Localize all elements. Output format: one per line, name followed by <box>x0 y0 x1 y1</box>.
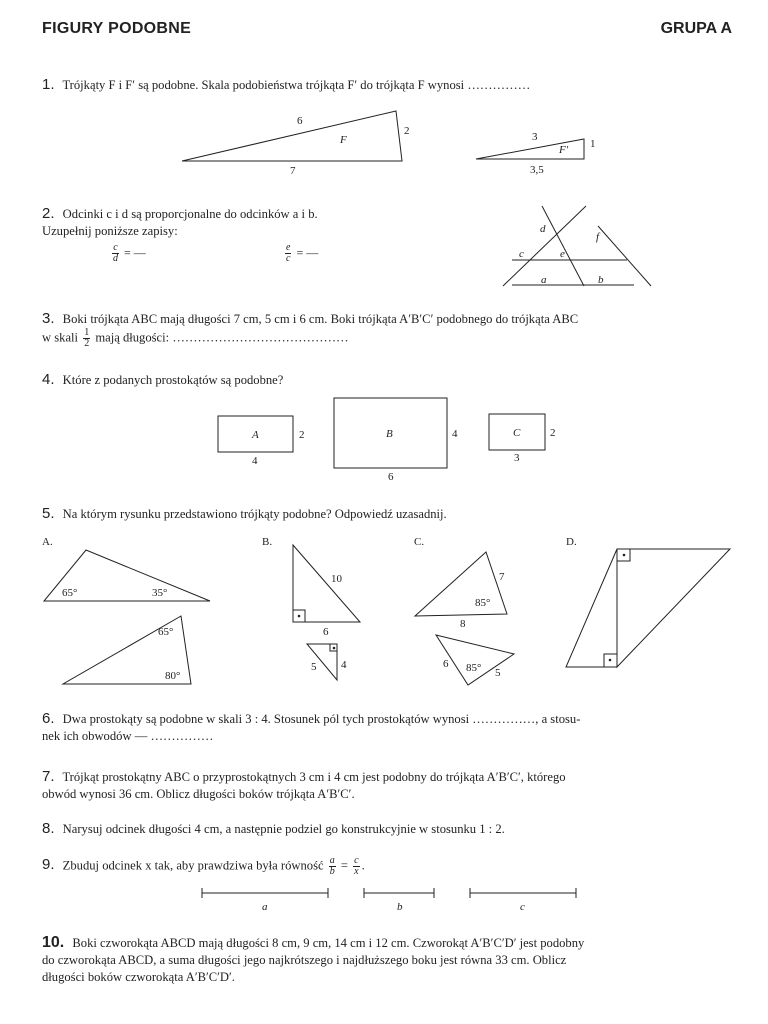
rectangle-C-side: 2 <box>550 427 556 439</box>
option-A-angle: 80° <box>165 670 181 682</box>
question-text-cont: , a stosu- <box>535 712 581 726</box>
question-number: 1. <box>42 76 55 93</box>
answer-blank-2: …………… <box>150 729 214 743</box>
triangle-F-prime-side-bottom: 3,5 <box>530 164 544 176</box>
label-a: a <box>541 274 547 286</box>
answer-blank: …………………………………… <box>172 330 349 345</box>
fraction-numerator: e <box>286 242 291 253</box>
segment-a-label: a <box>262 901 268 913</box>
segment-b-label: b <box>397 901 403 913</box>
fraction-denominator: b <box>329 866 335 877</box>
option-C-triangle-top <box>415 552 507 616</box>
fraction-numerator: c <box>354 855 359 866</box>
rectangle-A-bottom: 4 <box>252 455 258 467</box>
rectangle-C-label: C <box>513 427 521 439</box>
rectangle-C-bottom: 3 <box>514 452 520 464</box>
label-d: d <box>540 223 546 235</box>
question-text: Na którym rysunku przedstawiono trójkąty podobne? Odpowiedź uzasadnij. <box>62 507 447 521</box>
rectangle-B-label: B <box>386 428 393 440</box>
question-number: 4. <box>42 371 55 388</box>
option-A-angle: 65° <box>62 587 78 599</box>
segment-c <box>470 888 576 898</box>
fraction-numerator: c <box>113 242 118 253</box>
option-B-letter: B. <box>262 536 273 548</box>
segment-a <box>202 888 328 898</box>
fraction-denominator: d <box>113 253 118 264</box>
group-label: GRUPA A <box>660 20 732 37</box>
question-text-line2-post: mają długości: <box>95 330 170 345</box>
fraction-rest: = — <box>124 245 146 260</box>
triangle-F-prime-side-top: 3 <box>532 131 538 143</box>
triangle-F <box>182 111 402 161</box>
equals-sign: = <box>340 858 348 873</box>
option-A-angle: 65° <box>158 626 174 638</box>
question-text-line2: w skali <box>42 330 79 345</box>
question-number: 8. <box>42 820 55 837</box>
page-title: FIGURY PODOBNE <box>42 20 192 37</box>
question-number: 3. <box>42 310 55 327</box>
question-text-line3: długości boków czworokąta A′B′C′D′. <box>42 970 235 984</box>
label-e: e <box>560 248 565 260</box>
option-B-side: 6 <box>323 626 329 638</box>
question-number: 5. <box>42 505 55 522</box>
question-number: 7. <box>42 768 55 785</box>
rectangle-A-label: A <box>252 429 259 441</box>
scale-numerator: 1 <box>84 327 90 338</box>
option-D-triangle-tall <box>617 549 730 667</box>
question-text: Zbuduj odcinek x tak, aby prawdziwa była równość <box>62 858 324 873</box>
option-B-side: 4 <box>341 659 347 671</box>
triangle-F-side-top: 6 <box>297 115 303 127</box>
triangle-F-prime-side-right: 1 <box>590 138 596 150</box>
option-D-letter: D. <box>566 536 577 548</box>
triangle-F-side-bottom: 7 <box>290 165 296 177</box>
question-text: Odcinki c i d są proporcjonalne do odcinków a i b. <box>62 207 318 221</box>
rectangle-B-bottom: 6 <box>388 471 394 483</box>
question-text: Które z podanych prostokątów są podobne? <box>62 373 284 387</box>
question-text-line2: nek ich obwodów — <box>42 729 148 743</box>
option-C-angle: 85° <box>475 597 491 609</box>
question-number: 9. <box>42 856 55 874</box>
question-text: Dwa prostokąty są podobne w skali 3 : 4. Stosunek pól tych prostokątów wynosi <box>62 712 470 726</box>
triangle-F-side-right: 2 <box>404 125 410 137</box>
question-number: 2. <box>42 205 55 222</box>
segment-c-label: c <box>520 901 525 913</box>
question-text-line2: obwód wynosi 36 cm. Oblicz długości boków trójkąta A′B′C′. <box>42 787 355 801</box>
question-text: Boki czworokąta ABCD mają długości 8 cm, 9 cm, 14 cm i 12 cm. Czworokąt A′B′C′D′ jest podobny <box>72 936 585 950</box>
option-B-side: 5 <box>311 661 317 673</box>
option-C-side: 8 <box>460 618 466 630</box>
question-text-line2: do czworokąta ABCD, a suma długości jego najkrótszego i najdłuższego boku jest równa 33 cm. Oblicz <box>42 953 567 967</box>
question-number: 6. <box>42 710 55 727</box>
answer-blank-1: …………… <box>472 712 536 726</box>
option-B-side: 10 <box>331 573 342 585</box>
question-text-line2: Uzupełnij poniższe zapisy: <box>42 224 178 238</box>
option-C-side: 6 <box>443 658 449 670</box>
proportional-segments-figure <box>503 206 651 286</box>
period: . <box>361 858 365 873</box>
answer-blank: …………… <box>467 78 531 92</box>
fraction-denominator: x <box>354 866 359 877</box>
rectangle-A-side: 2 <box>299 429 305 441</box>
option-A-letter: A. <box>42 536 53 548</box>
fraction-rest: = — <box>296 245 319 260</box>
fraction-numerator: a <box>329 855 335 866</box>
option-C-side: 7 <box>499 571 505 583</box>
label-c: c <box>519 248 524 260</box>
question-text: Narysuj odcinek długości 4 cm, a następnie podziel go konstrukcyjnie w stosunku 1 : 2. <box>62 822 505 836</box>
scale-denominator: 2 <box>84 338 90 349</box>
question-text: Trójkąt prostokątny ABC o przyprostokątnych 3 cm i 4 cm jest podobny do trójkąta A′B′C′, którego <box>62 770 566 784</box>
triangle-F-prime-label: F′ <box>559 144 569 156</box>
option-A-angle: 35° <box>152 587 168 599</box>
rectangle-B-side: 4 <box>452 428 458 440</box>
option-C-letter: C. <box>414 536 425 548</box>
fraction-denominator: c <box>286 253 291 264</box>
option-C-angle: 85° <box>466 662 482 674</box>
label-f: f <box>596 231 600 243</box>
triangle-F-label: F <box>340 134 347 146</box>
question-number: 10. <box>42 934 65 951</box>
option-C-side: 5 <box>495 667 501 679</box>
label-b: b <box>598 274 604 286</box>
question-text: Boki trójkąta ABC mają długości 7 cm, 5 cm i 6 cm. Boki trójkąta A′B′C′ podobnego do trójkąta ABC <box>62 312 579 326</box>
option-D-triangle-wide <box>566 549 617 667</box>
segment-b <box>364 888 434 898</box>
question-text: Trójkąty F i F′ są podobne. Skala podobieństwa trójkąta F′ do trójkąta F wynosi <box>62 78 465 92</box>
